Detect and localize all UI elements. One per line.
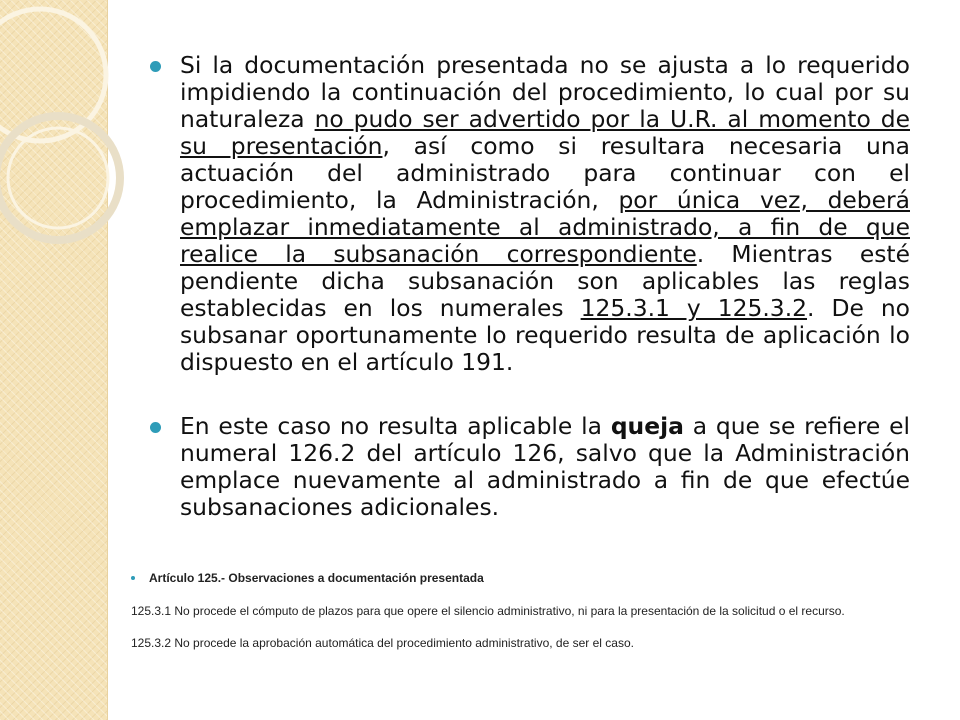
bullet-paragraph-2 [150, 413, 910, 521]
segment: En este caso no resulta aplicable la [180, 412, 611, 440]
segment: , así como si resultara necesaria una actuación del administrado para continuar con el procedimiento, la Administración, [180, 132, 910, 214]
segment: . De no subsanar oportunamente lo requerido resulta de aplicación lo dispuesto en el artículo 191. [180, 294, 910, 376]
decorative-ring-medium [0, 116, 120, 240]
bullet-paragraph-1 [150, 52, 910, 376]
footnote-bullet-icon [131, 576, 135, 580]
footnote [131, 570, 931, 651]
segment: Si la documentación presentada no se ajusta a lo requerido impidiendo la continuación del procedimiento, lo cual por su naturaleza [180, 51, 910, 133]
decorative-ring-inner [8, 128, 108, 228]
underlined-segment: 125.3.1 y 125.3.2 [580, 294, 808, 322]
bold-segment: queja [610, 412, 684, 440]
segment: a que se refiere el numeral 126.2 del artículo 126, salvo que la Administración emplace nuevamente al administrado a fin de que efectúe subsanaciones adicionales. [180, 412, 910, 521]
segment: . Mientras esté pendiente dicha subsanación son aplicables las reglas establecidas en los numerales [180, 240, 910, 322]
decorative-rings [0, 0, 130, 300]
footnote-line-2: 125.3.2 No procede la aprobación automática del procedimiento administrativo, de ser el caso. [131, 636, 634, 650]
paragraph-text [180, 412, 910, 521]
footnote-title [131, 570, 931, 586]
underlined-segment: por única vez, deberá emplazar inmediatamente al administrado, a fin de que realice la subsanación correspondiente [180, 186, 910, 268]
footnote-line-1: 125.3.1 No procede el cómputo de plazos para que opere el silencio administrativo, ni para la presentación de la solicitud o el recurso. [131, 604, 845, 618]
main-content [150, 52, 910, 521]
bullet-dot-icon [150, 422, 161, 433]
footnote-title-text: Artículo 125.- Observaciones a documentación presentada [149, 571, 484, 585]
paragraph-text [180, 51, 910, 376]
underlined-segment: no pudo ser advertido por la U.R. al momento de su presentación [180, 105, 910, 160]
bullet-dot-icon [150, 61, 161, 72]
